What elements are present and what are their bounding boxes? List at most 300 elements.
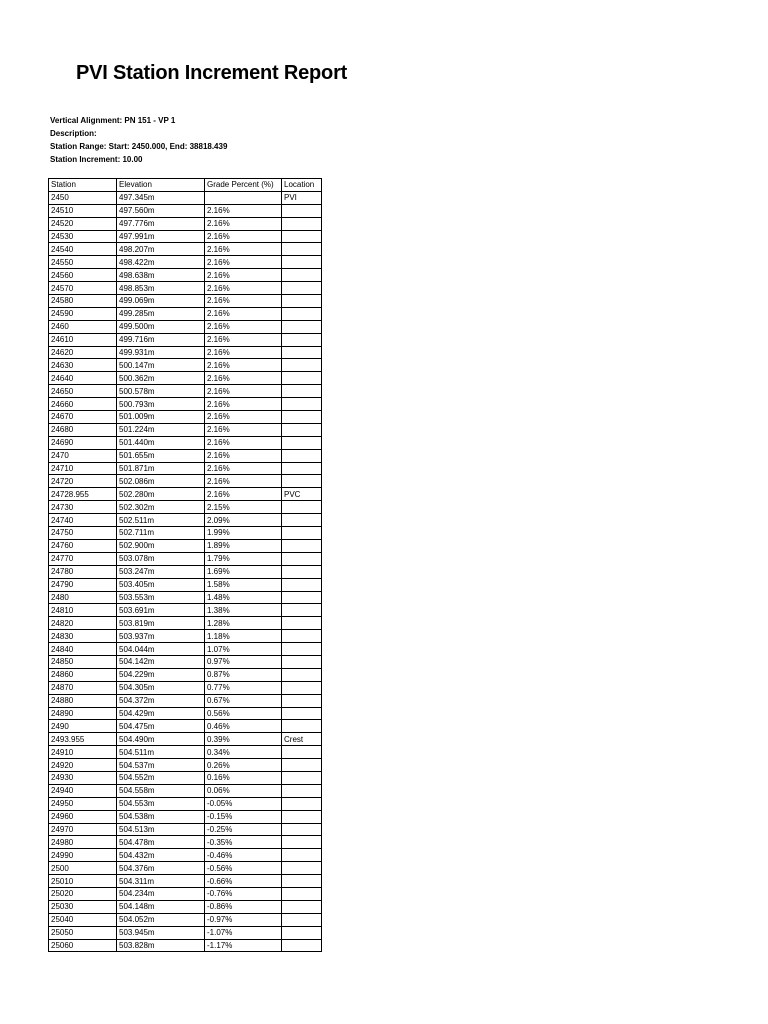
location-cell bbox=[282, 346, 322, 359]
table-row bbox=[49, 346, 322, 359]
station-cell: 24730 bbox=[49, 501, 117, 514]
station-cell: 24750 bbox=[49, 527, 117, 540]
station-cell: 24680 bbox=[49, 423, 117, 436]
table-row bbox=[49, 681, 322, 694]
station-cell: 24810 bbox=[49, 604, 117, 617]
elevation-cell: 504.142m bbox=[117, 655, 205, 668]
grade-percent-cell: 2.16% bbox=[205, 333, 282, 346]
station-cell: 24510 bbox=[49, 204, 117, 217]
station-table bbox=[48, 178, 322, 952]
location-cell bbox=[282, 217, 322, 230]
grade-percent-cell: 1.07% bbox=[205, 643, 282, 656]
location-cell bbox=[282, 282, 322, 295]
location-cell bbox=[282, 514, 322, 527]
grade-percent-cell: -0.76% bbox=[205, 887, 282, 900]
location-cell bbox=[282, 230, 322, 243]
location-cell bbox=[282, 926, 322, 939]
elevation-cell: 499.931m bbox=[117, 346, 205, 359]
station-cell: 2500 bbox=[49, 862, 117, 875]
location-cell bbox=[282, 784, 322, 797]
location-cell bbox=[282, 900, 322, 913]
elevation-cell: 497.560m bbox=[117, 204, 205, 217]
grade-percent-cell: -0.86% bbox=[205, 900, 282, 913]
description-line: Description: bbox=[50, 129, 97, 138]
location-cell bbox=[282, 810, 322, 823]
table-row bbox=[49, 501, 322, 514]
location-cell bbox=[282, 668, 322, 681]
grade-percent-cell: 2.16% bbox=[205, 307, 282, 320]
elevation-cell: 501.440m bbox=[117, 436, 205, 449]
location-cell bbox=[282, 655, 322, 668]
station-cell: 24950 bbox=[49, 797, 117, 810]
header-elevation: Elevation bbox=[117, 179, 205, 192]
table-body bbox=[49, 191, 322, 952]
elevation-cell: 500.793m bbox=[117, 398, 205, 411]
table-row bbox=[49, 630, 322, 643]
location-cell bbox=[282, 501, 322, 514]
location-cell bbox=[282, 269, 322, 282]
location-cell: Crest bbox=[282, 733, 322, 746]
station-cell: 24840 bbox=[49, 643, 117, 656]
station-cell: 24860 bbox=[49, 668, 117, 681]
elevation-cell: 504.305m bbox=[117, 681, 205, 694]
table-row bbox=[49, 398, 322, 411]
station-cell: 25060 bbox=[49, 939, 117, 952]
location-cell bbox=[282, 359, 322, 372]
station-cell: 24728.955 bbox=[49, 488, 117, 501]
location-cell bbox=[282, 604, 322, 617]
table-row bbox=[49, 707, 322, 720]
table-row bbox=[49, 243, 322, 256]
station-cell: 24760 bbox=[49, 539, 117, 552]
station-cell: 24960 bbox=[49, 810, 117, 823]
table-row bbox=[49, 720, 322, 733]
grade-percent-cell bbox=[205, 191, 282, 204]
table-row bbox=[49, 604, 322, 617]
elevation-cell: 503.819m bbox=[117, 617, 205, 630]
elevation-cell: 499.285m bbox=[117, 307, 205, 320]
elevation-cell: 497.345m bbox=[117, 191, 205, 204]
elevation-cell: 497.776m bbox=[117, 217, 205, 230]
table-row bbox=[49, 823, 322, 836]
grade-percent-cell: 0.34% bbox=[205, 746, 282, 759]
station-cell: 2470 bbox=[49, 449, 117, 462]
elevation-cell: 504.234m bbox=[117, 887, 205, 900]
grade-percent-cell: -0.66% bbox=[205, 875, 282, 888]
elevation-cell: 503.828m bbox=[117, 939, 205, 952]
station-cell: 24610 bbox=[49, 333, 117, 346]
table-header-row bbox=[49, 179, 322, 192]
station-cell: 24770 bbox=[49, 552, 117, 565]
location-cell bbox=[282, 591, 322, 604]
grade-percent-cell: -0.15% bbox=[205, 810, 282, 823]
elevation-cell: 501.655m bbox=[117, 449, 205, 462]
table-row bbox=[49, 385, 322, 398]
elevation-cell: 501.009m bbox=[117, 411, 205, 424]
grade-percent-cell: 1.58% bbox=[205, 578, 282, 591]
table-row bbox=[49, 539, 322, 552]
station-cell: 2493.955 bbox=[49, 733, 117, 746]
grade-percent-cell: 0.16% bbox=[205, 771, 282, 784]
table-row bbox=[49, 359, 322, 372]
elevation-cell: 502.511m bbox=[117, 514, 205, 527]
grade-percent-cell: 2.16% bbox=[205, 449, 282, 462]
station-cell: 2450 bbox=[49, 191, 117, 204]
elevation-cell: 499.716m bbox=[117, 333, 205, 346]
station-cell: 24970 bbox=[49, 823, 117, 836]
station-cell: 24660 bbox=[49, 398, 117, 411]
elevation-cell: 498.207m bbox=[117, 243, 205, 256]
station-cell: 24650 bbox=[49, 385, 117, 398]
table-row bbox=[49, 230, 322, 243]
location-cell bbox=[282, 797, 322, 810]
elevation-cell: 503.078m bbox=[117, 552, 205, 565]
elevation-cell: 503.247m bbox=[117, 565, 205, 578]
grade-percent-cell: -0.46% bbox=[205, 849, 282, 862]
elevation-cell: 501.871m bbox=[117, 462, 205, 475]
elevation-cell: 504.311m bbox=[117, 875, 205, 888]
table-row bbox=[49, 191, 322, 204]
table-row bbox=[49, 784, 322, 797]
elevation-cell: 504.538m bbox=[117, 810, 205, 823]
elevation-cell: 504.376m bbox=[117, 862, 205, 875]
location-cell bbox=[282, 836, 322, 849]
grade-percent-cell: 1.38% bbox=[205, 604, 282, 617]
grade-percent-cell: 0.26% bbox=[205, 759, 282, 772]
grade-percent-cell: 2.16% bbox=[205, 423, 282, 436]
station-cell: 24580 bbox=[49, 295, 117, 308]
location-cell bbox=[282, 527, 322, 540]
station-cell: 2460 bbox=[49, 320, 117, 333]
station-cell: 24920 bbox=[49, 759, 117, 772]
station-cell: 24670 bbox=[49, 411, 117, 424]
elevation-cell: 504.513m bbox=[117, 823, 205, 836]
table-row bbox=[49, 436, 322, 449]
station-cell: 24710 bbox=[49, 462, 117, 475]
grade-percent-cell: 1.99% bbox=[205, 527, 282, 540]
elevation-cell: 498.853m bbox=[117, 282, 205, 295]
location-cell bbox=[282, 617, 322, 630]
table-row bbox=[49, 746, 322, 759]
station-cell: 24560 bbox=[49, 269, 117, 282]
grade-percent-cell: 1.89% bbox=[205, 539, 282, 552]
header-location: Location bbox=[282, 179, 322, 192]
elevation-cell: 503.691m bbox=[117, 604, 205, 617]
table-row bbox=[49, 256, 322, 269]
location-cell bbox=[282, 707, 322, 720]
elevation-cell: 500.362m bbox=[117, 372, 205, 385]
location-cell bbox=[282, 887, 322, 900]
elevation-cell: 504.429m bbox=[117, 707, 205, 720]
grade-percent-cell: 2.16% bbox=[205, 204, 282, 217]
location-cell bbox=[282, 862, 322, 875]
table-row bbox=[49, 797, 322, 810]
table-row bbox=[49, 759, 322, 772]
elevation-cell: 504.229m bbox=[117, 668, 205, 681]
elevation-cell: 502.711m bbox=[117, 527, 205, 540]
location-cell bbox=[282, 875, 322, 888]
header-station: Station bbox=[49, 179, 117, 192]
location-cell bbox=[282, 552, 322, 565]
grade-percent-cell: 1.18% bbox=[205, 630, 282, 643]
table-row bbox=[49, 423, 322, 436]
location-cell bbox=[282, 771, 322, 784]
table-row bbox=[49, 668, 322, 681]
location-cell bbox=[282, 256, 322, 269]
table-row bbox=[49, 862, 322, 875]
grade-percent-cell: 2.16% bbox=[205, 217, 282, 230]
grade-percent-cell: 2.16% bbox=[205, 230, 282, 243]
table-row bbox=[49, 913, 322, 926]
table-row bbox=[49, 204, 322, 217]
location-cell bbox=[282, 643, 322, 656]
location-cell bbox=[282, 681, 322, 694]
location-cell bbox=[282, 295, 322, 308]
station-cell: 24530 bbox=[49, 230, 117, 243]
elevation-cell: 500.147m bbox=[117, 359, 205, 372]
elevation-cell: 499.500m bbox=[117, 320, 205, 333]
table-row bbox=[49, 578, 322, 591]
grade-percent-cell: 2.16% bbox=[205, 372, 282, 385]
grade-percent-cell: 2.16% bbox=[205, 243, 282, 256]
grade-percent-cell: 2.16% bbox=[205, 436, 282, 449]
station-cell: 24870 bbox=[49, 681, 117, 694]
location-cell bbox=[282, 307, 322, 320]
elevation-cell: 504.537m bbox=[117, 759, 205, 772]
location-cell bbox=[282, 746, 322, 759]
location-cell bbox=[282, 939, 322, 952]
station-cell: 24690 bbox=[49, 436, 117, 449]
table-row bbox=[49, 836, 322, 849]
elevation-cell: 504.552m bbox=[117, 771, 205, 784]
station-cell: 24570 bbox=[49, 282, 117, 295]
location-cell: PVI bbox=[282, 191, 322, 204]
station-cell: 24830 bbox=[49, 630, 117, 643]
station-cell: 24540 bbox=[49, 243, 117, 256]
vertical-alignment-line: Vertical Alignment: PN 151 - VP 1 bbox=[50, 116, 176, 125]
grade-percent-cell: 2.16% bbox=[205, 385, 282, 398]
station-cell: 24820 bbox=[49, 617, 117, 630]
elevation-cell: 504.372m bbox=[117, 694, 205, 707]
grade-percent-cell: 0.39% bbox=[205, 733, 282, 746]
table-row bbox=[49, 333, 322, 346]
header-grade-percent: Grade Percent (%) bbox=[205, 179, 282, 192]
grade-percent-cell: 2.16% bbox=[205, 488, 282, 501]
location-cell bbox=[282, 320, 322, 333]
location-cell bbox=[282, 823, 322, 836]
station-cell: 25030 bbox=[49, 900, 117, 913]
table-row bbox=[49, 282, 322, 295]
grade-percent-cell: -0.35% bbox=[205, 836, 282, 849]
elevation-cell: 504.432m bbox=[117, 849, 205, 862]
station-cell: 2480 bbox=[49, 591, 117, 604]
table-row bbox=[49, 475, 322, 488]
grade-percent-cell: 0.56% bbox=[205, 707, 282, 720]
station-cell: 24720 bbox=[49, 475, 117, 488]
table-row bbox=[49, 771, 322, 784]
elevation-cell: 503.937m bbox=[117, 630, 205, 643]
grade-percent-cell: 2.16% bbox=[205, 282, 282, 295]
station-range-line: Station Range: Start: 2450.000, End: 38818.439 bbox=[50, 142, 228, 151]
table-row bbox=[49, 900, 322, 913]
grade-percent-cell: 2.16% bbox=[205, 359, 282, 372]
location-cell bbox=[282, 630, 322, 643]
station-cell: 24640 bbox=[49, 372, 117, 385]
grade-percent-cell: 2.16% bbox=[205, 295, 282, 308]
table-row bbox=[49, 643, 322, 656]
station-cell: 24880 bbox=[49, 694, 117, 707]
station-cell: 24520 bbox=[49, 217, 117, 230]
elevation-cell: 497.991m bbox=[117, 230, 205, 243]
grade-percent-cell: 2.16% bbox=[205, 475, 282, 488]
table-row bbox=[49, 591, 322, 604]
report-meta bbox=[50, 114, 227, 166]
elevation-cell: 502.900m bbox=[117, 539, 205, 552]
location-cell bbox=[282, 759, 322, 772]
elevation-cell: 498.422m bbox=[117, 256, 205, 269]
elevation-cell: 502.302m bbox=[117, 501, 205, 514]
grade-percent-cell: -0.97% bbox=[205, 913, 282, 926]
station-cell: 24990 bbox=[49, 849, 117, 862]
location-cell bbox=[282, 539, 322, 552]
grade-percent-cell: 1.48% bbox=[205, 591, 282, 604]
elevation-cell: 498.638m bbox=[117, 269, 205, 282]
grade-percent-cell: 1.28% bbox=[205, 617, 282, 630]
station-cell: 25010 bbox=[49, 875, 117, 888]
location-cell bbox=[282, 385, 322, 398]
grade-percent-cell: 2.16% bbox=[205, 320, 282, 333]
grade-percent-cell: 0.87% bbox=[205, 668, 282, 681]
elevation-cell: 503.553m bbox=[117, 591, 205, 604]
grade-percent-cell: 2.16% bbox=[205, 256, 282, 269]
location-cell bbox=[282, 475, 322, 488]
location-cell bbox=[282, 333, 322, 346]
table-row bbox=[49, 269, 322, 282]
location-cell bbox=[282, 565, 322, 578]
station-cell: 24940 bbox=[49, 784, 117, 797]
location-cell bbox=[282, 849, 322, 862]
location-cell bbox=[282, 423, 322, 436]
station-cell: 24780 bbox=[49, 565, 117, 578]
table-row bbox=[49, 810, 322, 823]
table-row bbox=[49, 617, 322, 630]
station-cell: 24980 bbox=[49, 836, 117, 849]
station-cell: 24910 bbox=[49, 746, 117, 759]
location-cell bbox=[282, 204, 322, 217]
station-cell: 24740 bbox=[49, 514, 117, 527]
grade-percent-cell: 2.09% bbox=[205, 514, 282, 527]
table-row bbox=[49, 295, 322, 308]
table-row bbox=[49, 217, 322, 230]
elevation-cell: 502.086m bbox=[117, 475, 205, 488]
elevation-cell: 504.490m bbox=[117, 733, 205, 746]
grade-percent-cell: 0.46% bbox=[205, 720, 282, 733]
station-cell: 24890 bbox=[49, 707, 117, 720]
grade-percent-cell: 2.16% bbox=[205, 398, 282, 411]
table-row bbox=[49, 694, 322, 707]
table-row bbox=[49, 849, 322, 862]
table-row bbox=[49, 875, 322, 888]
table-row bbox=[49, 655, 322, 668]
table-row bbox=[49, 939, 322, 952]
elevation-cell: 504.478m bbox=[117, 836, 205, 849]
grade-percent-cell: -0.05% bbox=[205, 797, 282, 810]
grade-percent-cell: 0.67% bbox=[205, 694, 282, 707]
elevation-cell: 503.945m bbox=[117, 926, 205, 939]
station-cell: 25040 bbox=[49, 913, 117, 926]
station-cell: 24930 bbox=[49, 771, 117, 784]
station-cell: 24620 bbox=[49, 346, 117, 359]
grade-percent-cell: -0.56% bbox=[205, 862, 282, 875]
elevation-cell: 504.553m bbox=[117, 797, 205, 810]
location-cell bbox=[282, 411, 322, 424]
grade-percent-cell: 0.06% bbox=[205, 784, 282, 797]
elevation-cell: 504.511m bbox=[117, 746, 205, 759]
station-cell: 24790 bbox=[49, 578, 117, 591]
location-cell bbox=[282, 578, 322, 591]
elevation-cell: 504.558m bbox=[117, 784, 205, 797]
grade-percent-cell: -1.17% bbox=[205, 939, 282, 952]
grade-percent-cell: 1.79% bbox=[205, 552, 282, 565]
table-row bbox=[49, 926, 322, 939]
table-row bbox=[49, 462, 322, 475]
table-row bbox=[49, 565, 322, 578]
table-row bbox=[49, 307, 322, 320]
location-cell bbox=[282, 694, 322, 707]
location-cell bbox=[282, 462, 322, 475]
table-row bbox=[49, 552, 322, 565]
station-increment-line: Station Increment: 10.00 bbox=[50, 155, 143, 164]
elevation-cell: 504.475m bbox=[117, 720, 205, 733]
location-cell bbox=[282, 449, 322, 462]
location-cell bbox=[282, 243, 322, 256]
elevation-cell: 504.044m bbox=[117, 643, 205, 656]
grade-percent-cell: 2.16% bbox=[205, 411, 282, 424]
elevation-cell: 504.052m bbox=[117, 913, 205, 926]
table-row bbox=[49, 372, 322, 385]
table-row bbox=[49, 449, 322, 462]
elevation-cell: 501.224m bbox=[117, 423, 205, 436]
table-row bbox=[49, 527, 322, 540]
station-cell: 25020 bbox=[49, 887, 117, 900]
grade-percent-cell: 0.77% bbox=[205, 681, 282, 694]
elevation-cell: 499.069m bbox=[117, 295, 205, 308]
station-cell: 24850 bbox=[49, 655, 117, 668]
table-row bbox=[49, 733, 322, 746]
grade-percent-cell: 2.16% bbox=[205, 462, 282, 475]
station-cell: 2490 bbox=[49, 720, 117, 733]
location-cell bbox=[282, 436, 322, 449]
station-cell: 24590 bbox=[49, 307, 117, 320]
grade-percent-cell: 2.15% bbox=[205, 501, 282, 514]
location-cell bbox=[282, 372, 322, 385]
table-row bbox=[49, 887, 322, 900]
location-cell bbox=[282, 913, 322, 926]
grade-percent-cell: 2.16% bbox=[205, 269, 282, 282]
table-row bbox=[49, 320, 322, 333]
table-row bbox=[49, 411, 322, 424]
location-cell bbox=[282, 398, 322, 411]
grade-percent-cell: 2.16% bbox=[205, 346, 282, 359]
station-cell: 25050 bbox=[49, 926, 117, 939]
station-cell: 24630 bbox=[49, 359, 117, 372]
table-row bbox=[49, 488, 322, 501]
grade-percent-cell: 1.69% bbox=[205, 565, 282, 578]
report-title: PVI Station Increment Report bbox=[76, 62, 348, 84]
table-row bbox=[49, 514, 322, 527]
station-cell: 24550 bbox=[49, 256, 117, 269]
grade-percent-cell: -0.25% bbox=[205, 823, 282, 836]
